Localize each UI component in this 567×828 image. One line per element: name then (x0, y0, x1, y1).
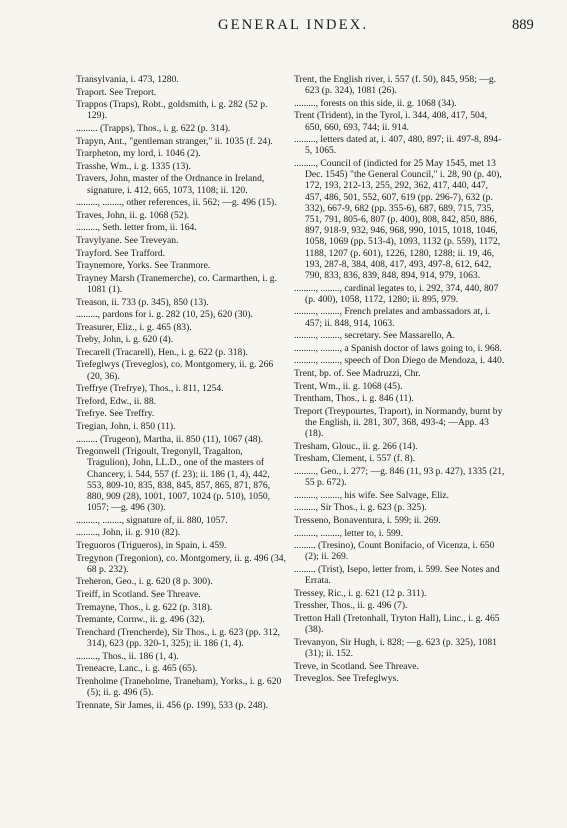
index-entry: Tremayne, Thos., i. g. 622 (p. 318). (76, 601, 213, 613)
index-entry: Trecarell (Tracarell), Hen., i. g. 622 (p. 318). (76, 346, 248, 358)
index-entry: ........., Geo., i. 277; —g. 846 (11, 93 p. 427), 1335 (21, 55 p. 672). (294, 465, 505, 489)
index-entry: Trayford. See Trafford. (76, 247, 166, 259)
page-number: 889 (512, 17, 534, 33)
index-entry: Treveglos. See Trefeglwys. (294, 673, 399, 685)
index-entry: ........., ........, signature of, ii. 880, 1057. (76, 514, 228, 526)
index-entry: ........., ........, cardinal legates to, i. 292, 374, 440, 807 (p. 400), 1058, 1172, 1280; ii. 895, 979. (294, 282, 499, 305)
index-entry: Travers, John, master of the Ordnance in Ireland, signature, i. 412, 665, 1073, 1108; ii. 120. (76, 173, 265, 196)
index-entry: Trasshe, Wm., i. g. 1335 (13). (76, 160, 191, 172)
index-entry: Tretton Hall (Tretonhall, Tryton Hall), Linc., i. g. 465 (38). (294, 612, 500, 636)
index-entry: Treffrye (Trefrye), Thos., i. 811, 1254. (76, 383, 224, 395)
index-entry: ........., Council of (indicted for 25 May 1545, met 13 Dec. 1545) "the General Council," i. 28, 90 (p. 40), 172, 193, 212-13, 255, 292, 362, 417, 440, 447, 457, 486, 501, 552, 607, 619 (pp. 296-7), 632 (p. 332), 667-9, 682 (pp. 355-6), 687, 689, 715, 735, 751, 791, 805-6, 807 (p. 400), 808, 842, 850, 886, 897, 918-9, 932, 946, 968, 990, 1015, 1018, 1046, 1058, 1069 (pp. 513-4), 1093, 1132 (p. 559), 1172, 1188, 1207 (p. 601), 1226, 1280, 1288; ii. 19, 46, 193, 287-8, 384, 408, 417, 493, 497-8, 612, 642, 790, 833, 836, 839, 848, 894, 914, 979, 1063. (294, 157, 502, 282)
index-entry: Trappos (Traps), Robt., goldsmith, i. g. 282 (52 p. 129). (76, 99, 268, 122)
index-entry: Trefrye. See Treffry. (76, 408, 155, 420)
index-entry: ........., ........, French prelates and ambassadors at, i. 457; ii. 848, 914, 1063. (294, 306, 491, 329)
index-entry: Traves, John, ii. g. 1068 (52). (76, 209, 190, 221)
index-entry: ........., ........, secretary. See Massarello, A. (294, 330, 456, 342)
index-entry: Trarpheton, my lord, i. 1046 (2). (76, 148, 201, 160)
index-entry: Transylvania, i. 473, 1280. (76, 74, 179, 85)
index-entry: Treheron, Geo., i. g. 620 (8 p. 300). (76, 576, 213, 588)
index-entry: Trennate, Sir James, ii. 456 (p. 199), 533 (p. 248). (76, 699, 269, 711)
index-entry: Tresseno, Bonaventura, i. 599; ii. 269. (294, 514, 441, 526)
index-column-right (294, 74, 506, 686)
index-entry: Traynemore, Yorks. See Tranmore. (76, 260, 211, 272)
index-entry: ......... (Trugeon), Martha, ii. 850 (11), 1067 (48). (76, 433, 264, 445)
index-column-left (76, 74, 286, 712)
index-entry: Tresham, Clement, i. 557 (f. 8). (294, 453, 416, 465)
index-entry: Treve, in Scotland. See Threave. (294, 660, 419, 672)
index-entry: Tresham, Glouc., ii. g. 266 (14). (294, 440, 418, 452)
index-entry: Travylyane. See Treveyan. (76, 234, 179, 246)
index-entry: Treneacre, Lanc., i. g. 465 (65). (76, 663, 198, 675)
index-entry: ........., Seth. letter from, ii. 164. (76, 222, 197, 234)
index-entry: Trenchard (Trencherde), Sir Thos., i. g. 623 (pp. 312, 314), 623 (pp. 320-1, 325); ii. 186 (1, 4). (76, 626, 281, 650)
index-entry: Tremante, Cornw., ii. g. 496 (32). (76, 614, 205, 626)
index-entry: Treasurer, Eliz., i. g. 465 (83). (76, 321, 192, 333)
index-entry: Treford, Edw., ii. 88. (76, 395, 157, 407)
index-entry: Treguoros (Trigueros), in Spain, i. 459. (76, 540, 227, 552)
index-entry: Tregian, John, i. 850 (11). (76, 421, 176, 433)
index-entry: ......... (Trapps), Thos., i. g. 622 (p. 314). (76, 122, 231, 134)
index-entry: Treport (Treypourtes, Traport), in Normandy, burnt by the English, ii. 281, 307, 368, 493-4; —App. 43 (18). (294, 405, 503, 440)
index-entry: Tregonwell (Trigoult, Tregonyll, Tragalton, Tragulion), John, LL.D., one of the masters of Chancery, i. 544, 557 (f. 23); ii. 186 (1, 4), 442, 553, 809-10, 835, 838, 845, 857, 865, 871, 876, 880, 909 (28), 1001, 1007, 1024 (p. 510), 1050, 1057; —g. 496 (30). (76, 446, 271, 514)
index-entry: Trentham, Thos., i. g. 846 (11). (294, 393, 414, 405)
index-entry: Trent, bp. of. See Madruzzi, Chr. (294, 367, 421, 379)
index-entry: ........., pardons for i. g. 282 (10, 25), 620 (30). (76, 309, 253, 321)
index-entry: Trayney Marsh (Tranemerche), co. Carmarthen, i. g. 1081 (1). (76, 272, 277, 295)
index-entry: Treason, ii. 733 (p. 345), 850 (13). (76, 296, 209, 308)
index-entry: Treiff, in Scotland. See Threave. (76, 589, 201, 601)
index-entry: ........., ........, speech of Don Diego de Mendoza, i. 440. (294, 355, 505, 367)
index-entry: ......... (Tresino), Count Bonifacio, of Vicenza, i. 650 (2); ii. 269. (294, 540, 495, 563)
index-entry: Tregynon (Tregonion), co. Montgomery, ii. g. 496 (34, 68 p. 232). (76, 552, 286, 575)
index-entry: Trapyn, Ant., "gentleman stranger," ii. 1035 (f. 24). (76, 135, 273, 147)
index-entry: ........., Thos., ii. 186 (1, 4). (76, 650, 179, 662)
index-entry: Tressey, Ric., i. g. 621 (12 p. 311). (294, 587, 427, 599)
index-entry: ........., John, ii. g. 910 (82). (76, 527, 181, 539)
page-title: GENERAL INDEX. (218, 17, 369, 33)
index-entry: Traport. See Treport. (76, 86, 157, 98)
index-entry: Trenholme (Traneholme, Traneham), Yorks., i. g. 620 (5); ii. g. 496 (5). (76, 675, 282, 698)
index-entry: ........., ........, letter to, i. 599. (294, 527, 403, 539)
index-entry: ......... (Trist), Isepo, letter from, i. 599. See Notes and Errata. (294, 563, 500, 587)
index-entry: Trevanyon, Sir Hugh, i. 828; —g. 623 (p. 325), 1081 (31); ii. 152. (294, 636, 497, 659)
index-entry: Trent, the English river, i. 557 (f. 50), 845, 958; —g. 623 (p. 324), 1081 (26). (294, 74, 497, 97)
index-entry: ........., ........, his wife. See Salvage, Eliz. (294, 489, 450, 501)
index-entry: Tressher, Thos., ii. g. 496 (7). (294, 600, 408, 612)
index-entry: ........., ........, a Spanish doctor of laws going to, i. 968. (294, 342, 502, 354)
index-entry: ........., forests on this side, ii. g. 1068 (34). (294, 97, 457, 109)
index-entry: ........., Sir Thos., i. g. 623 (p. 325). (294, 502, 427, 514)
index-entry: Trent, Wm., ii. g. 1068 (45). (294, 380, 403, 392)
index-entry: Trefeglwys (Treveglos), co. Montgomery, ii. g. 266 (20, 36). (76, 359, 274, 382)
index-entry: ........., letters dated at, i. 407, 480, 897; ii. 497-8, 894-5, 1065. (294, 134, 502, 157)
index-entry: Trent (Trident), in the Tyrol, i. 344, 408, 417, 504, 650, 660, 693, 744; ii. 914. (294, 110, 487, 133)
index-entry: Treby, John, i. g. 620 (4). (76, 334, 174, 346)
index-entry: ........., ........, other references, ii. 562; —g. 496 (15). (76, 197, 277, 209)
page-header (0, 0, 567, 40)
